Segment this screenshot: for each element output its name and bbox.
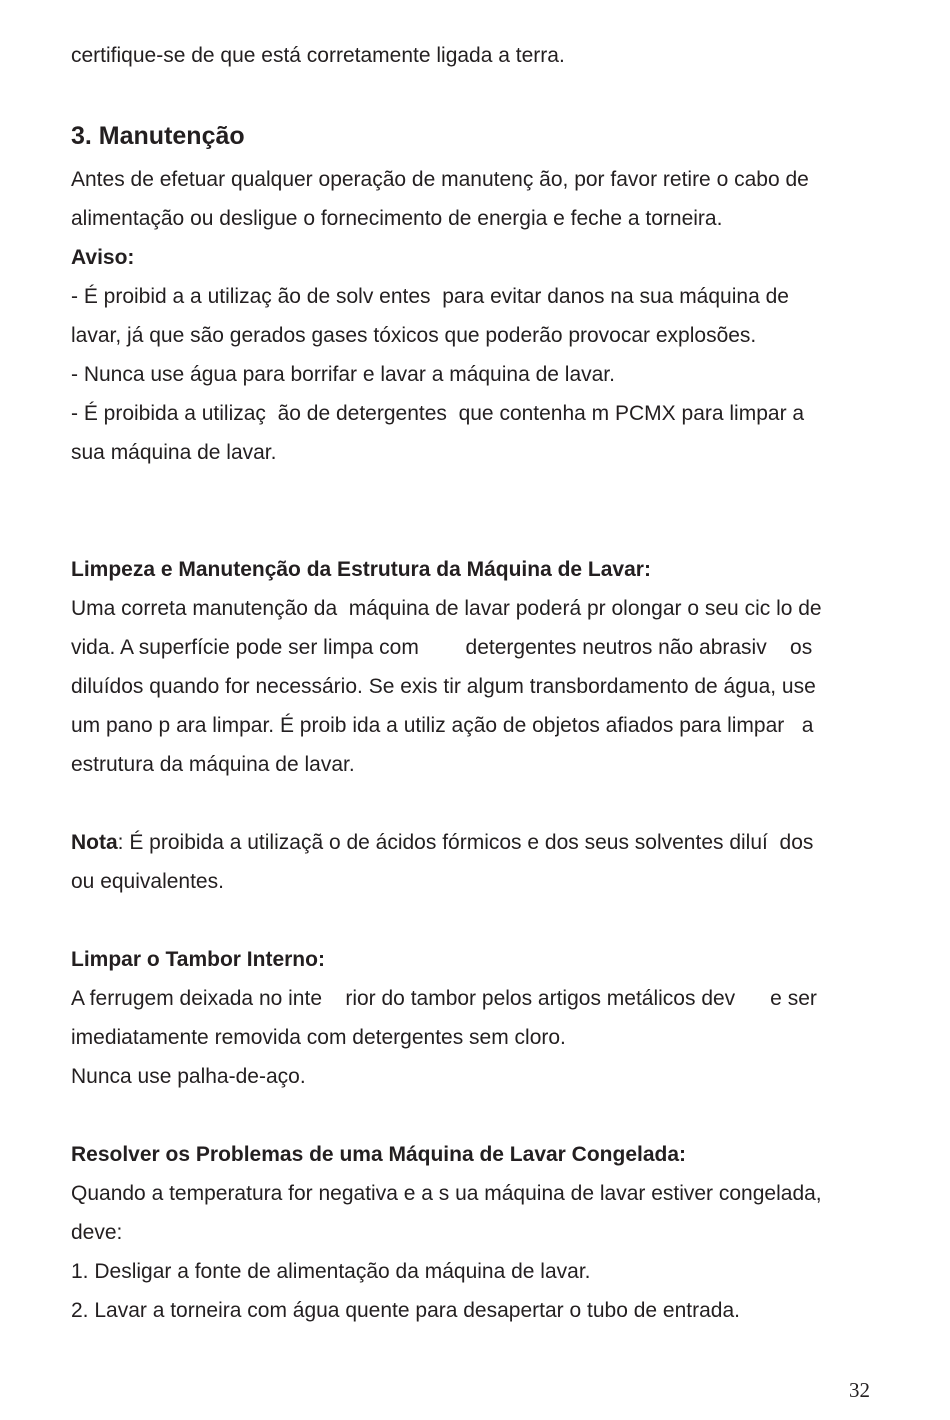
- paragraph-line: diluídos quando for necessário. Se exis tir algum transbordamento de água, use: [71, 675, 816, 698]
- warning-line: - Nunca use água para borrifar e lavar a máquina de lavar.: [71, 363, 615, 386]
- paragraph-line: imediatamente removida com detergentes sem cloro.: [71, 1026, 566, 1049]
- paragraph-line: Uma correta manutenção da máquina de lavar poderá pr olongar o seu cic lo de: [71, 597, 822, 620]
- paragraph-line: um pano p ara limpar. É proib ida a utiliz ação de objetos afiados para limpar a: [71, 714, 814, 737]
- note-text: : É proibida a utilizaçã o de ácidos fórmicos e dos seus solventes diluí dos: [117, 831, 814, 854]
- page-number: 32: [849, 1378, 870, 1402]
- warning-label: Aviso:: [71, 246, 135, 269]
- subheading-drum: Limpar o Tambor Interno:: [71, 948, 325, 971]
- paragraph-line: Nunca use palha-de-aço.: [71, 1065, 306, 1088]
- warning-line: lavar, já que são gerados gases tóxicos que poderão provocar explosões.: [71, 324, 757, 347]
- paragraph-line: deve:: [71, 1221, 123, 1244]
- paragraph-line: Quando a temperatura for negativa e a s ua máquina de lavar estiver congelada,: [71, 1182, 822, 1205]
- paragraph-line: alimentação ou desligue o fornecimento de energia e feche a torneira.: [71, 207, 723, 230]
- continued-text: certifique-se de que está corretamente ligada a terra.: [71, 44, 565, 67]
- paragraph-line: estrutura da máquina de lavar.: [71, 753, 355, 776]
- paragraph-line: A ferrugem deixada no inte rior do tambor pelos artigos metálicos dev e ser: [71, 987, 817, 1010]
- step-item: 2. Lavar a torneira com água quente para desapertar o tubo de entrada.: [71, 1299, 740, 1322]
- step-item: 1. Desligar a fonte de alimentação da máquina de lavar.: [71, 1260, 591, 1283]
- note-label: Nota: [71, 831, 118, 854]
- subheading-cleaning: Limpeza e Manutenção da Estrutura da Máquina de Lavar:: [71, 558, 651, 581]
- warning-line: sua máquina de lavar.: [71, 441, 277, 464]
- note-line: ou equivalentes.: [71, 870, 224, 893]
- paragraph-line: vida. A superfície pode ser limpa com detergentes neutros não abrasiv os: [71, 636, 813, 659]
- warning-line: - É proibida a utilizaç ão de detergentes que contenha m PCMX para limpar a: [71, 402, 805, 425]
- paragraph-line: Antes de efetuar qualquer operação de manutenç ão, por favor retire o cabo de: [71, 168, 809, 191]
- warning-line: - É proibid a a utilizaç ão de solv entes para evitar danos na sua máquina de: [71, 285, 789, 308]
- section-title-maintenance: 3. Manutenção: [71, 122, 245, 150]
- subheading-frozen: Resolver os Problemas de uma Máquina de Lavar Congelada:: [71, 1143, 687, 1166]
- note-line: [71, 831, 813, 855]
